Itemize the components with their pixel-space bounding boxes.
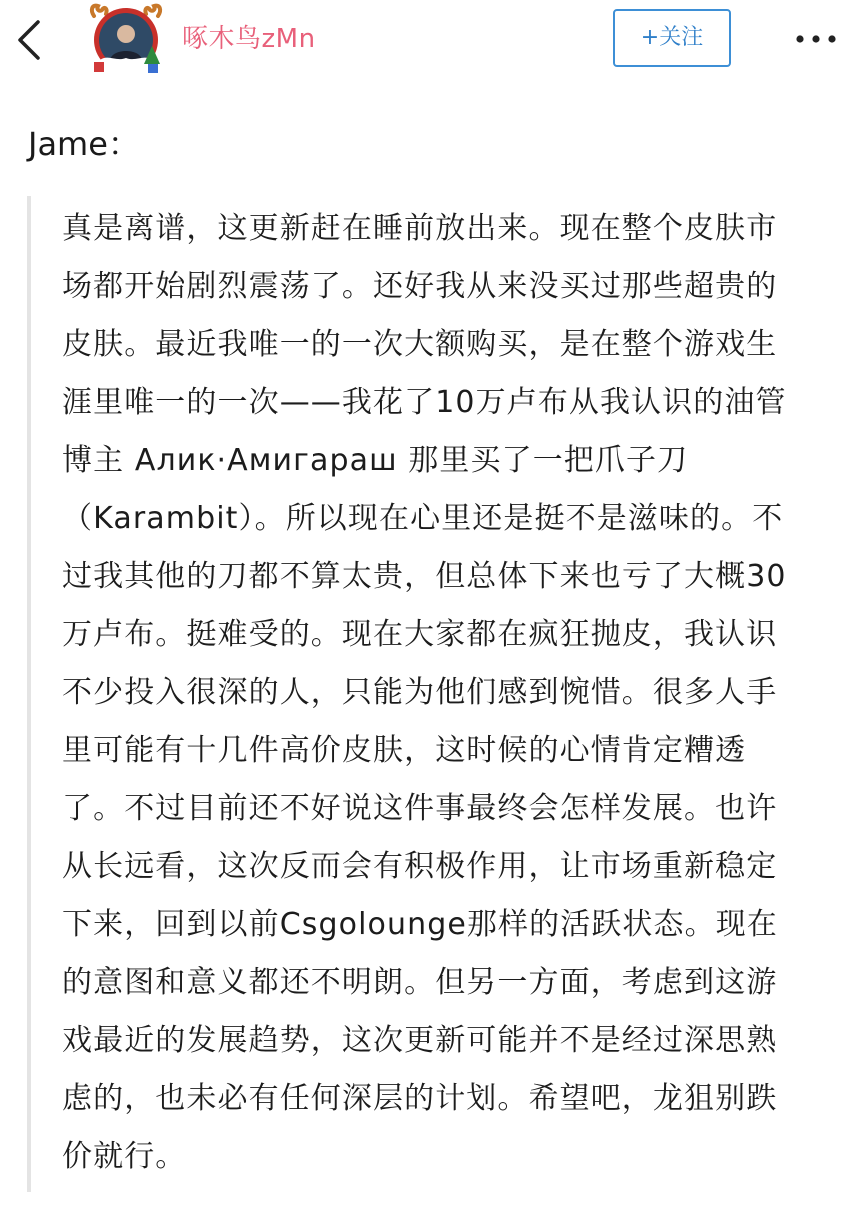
quote-line: 从长远看，这次反而会有积极作用，让市场重新稳定 xyxy=(62,849,778,884)
avatar[interactable] xyxy=(86,2,166,78)
username[interactable]: 啄木鸟zMn xyxy=(182,24,316,54)
quote-line: 博主 Алик·Амигараш 那里买了一把爪子刀 xyxy=(62,443,689,478)
quote-line: 里可能有十几件高价皮肤，这时候的心情肯定糟透 xyxy=(62,733,747,768)
quote-line: （Karambit）。所以现在心里还是挺不是滋味的。不 xyxy=(62,501,784,536)
quote-line: 涯里唯一的一次——我花了10万卢布从我认识的油管 xyxy=(62,385,787,420)
chevron-left-icon xyxy=(10,18,50,62)
quote-line: 过我其他的刀都不算太贵，但总体下来也亏了大概30 xyxy=(62,559,787,594)
quote-line: 了。不过目前还不好说这件事最终会怎样发展。也许 xyxy=(62,791,778,826)
quote-bar xyxy=(27,196,31,1192)
quote-body xyxy=(62,200,832,1186)
quote-line: 真是离谱，这更新赶在睡前放出来。现在整个皮肤市 xyxy=(62,211,778,246)
back-button[interactable] xyxy=(10,18,50,62)
more-button[interactable] xyxy=(788,24,844,54)
top-bar xyxy=(0,0,858,84)
avatar-christmas-icon xyxy=(86,2,166,78)
quote-line: 戏最近的发展趋势，这次更新可能并不是经过深思熟 xyxy=(62,1023,778,1058)
more-horizontal-icon xyxy=(788,24,844,54)
quote-line: 下来，回到以前Csgolounge那样的活跃状态。现在 xyxy=(62,907,778,942)
quote-line: 价就行。 xyxy=(62,1139,187,1174)
quote-line: 虑的，也未必有任何深层的计划。希望吧，龙狙别跌 xyxy=(62,1081,778,1116)
quote-line: 不少投入很深的人，只能为他们感到惋惜。很多人手 xyxy=(62,675,778,710)
quote-line: 场都开始剧烈震荡了。还好我从来没买过那些超贵的 xyxy=(62,269,778,304)
quote-line: 万卢布。挺难受的。现在大家都在疯狂抛皮，我认识 xyxy=(62,617,778,652)
quote-line: 的意图和意义都还不明朗。但另一方面，考虑到这游 xyxy=(62,965,778,1000)
quote-line: 皮肤。最近我唯一的一次大额购买，是在整个游戏生 xyxy=(62,327,778,362)
follow-button[interactable]: +关注 xyxy=(613,9,731,67)
quote-author: Jame： xyxy=(28,125,140,163)
